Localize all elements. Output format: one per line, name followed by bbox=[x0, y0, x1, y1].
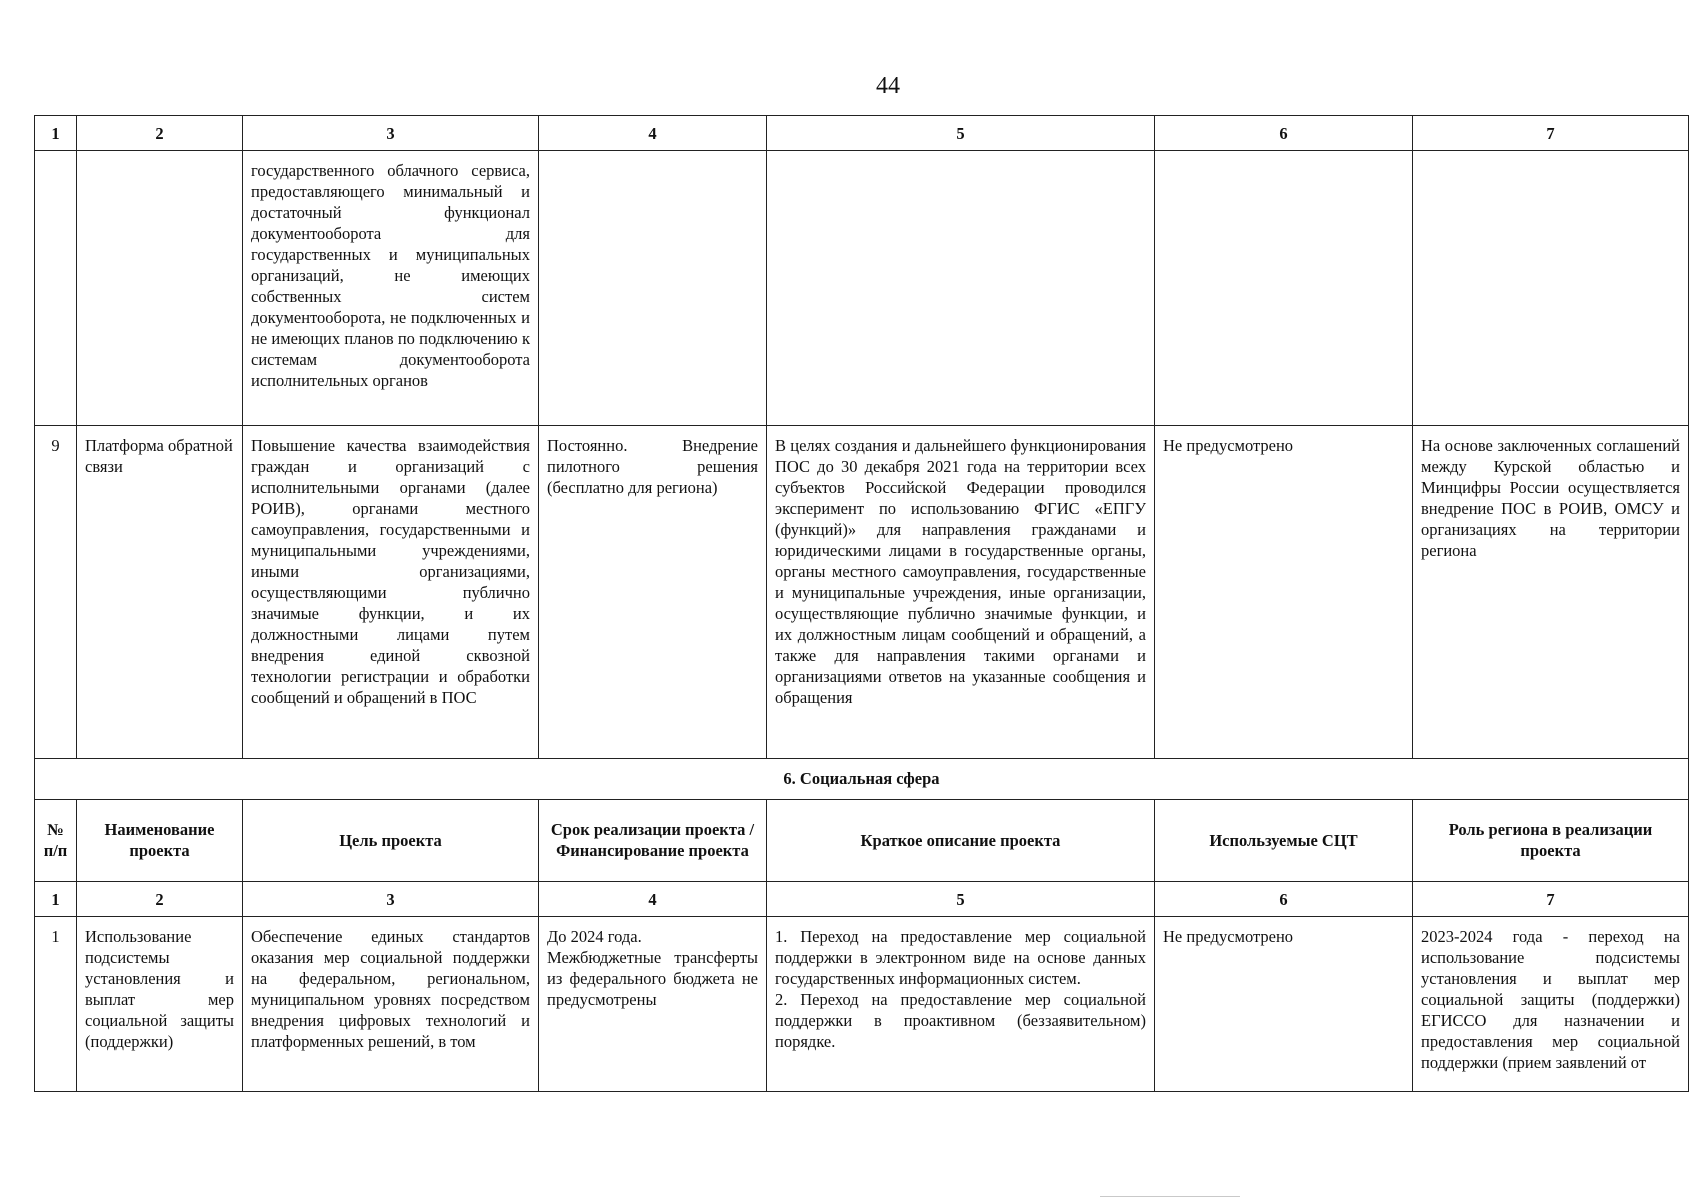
row-number: 1 bbox=[35, 917, 77, 1092]
column-number-2: 2 bbox=[77, 116, 243, 151]
project-description bbox=[767, 917, 1155, 1092]
project-description-item: 2. Переход на предоставление мер социальной поддержки в проактивном (беззаявительном) порядке. bbox=[775, 990, 1146, 1051]
page-number: 44 bbox=[876, 73, 900, 99]
project-description-item: 1. Переход на предоставление мер социальной поддержки в электронном виде на основе данных государственных информационных систем. bbox=[775, 927, 1146, 988]
table-row bbox=[35, 917, 1689, 1092]
column-number-row bbox=[35, 116, 1689, 151]
table-row bbox=[35, 151, 1689, 426]
project-goal: государственного облачного сервиса, предоставляющего минимальный и достаточный функционал документооборота для государственных и муниципальных организаций, не имеющих собственных систем документооборота, не подключенных и не имеющих планов по подключению к системам документооборота исполнительных органов bbox=[243, 151, 539, 426]
section-title: 6. Социальная сфера bbox=[35, 759, 1689, 800]
header-name: Наименование проекта bbox=[77, 800, 243, 882]
section-row bbox=[35, 759, 1689, 800]
project-goal: Повышение качества взаимодействия граждан и организаций с исполнительными органами (далее РОИВ), органами местного самоуправления, государственными и муниципальными учреждениями, иными организациями, осуществляющими публично значимые функции, и их должностными лицами путем внедрения единой сквозной технологии регистрации и обработки сообщений и обращений в ПОС bbox=[243, 426, 539, 759]
column-number-7: 7 bbox=[1413, 882, 1689, 917]
header-region-role: Роль региона в реализации проекта bbox=[1413, 800, 1689, 882]
column-number-row bbox=[35, 882, 1689, 917]
column-number-1: 1 bbox=[35, 116, 77, 151]
project-term: Постоянно. Внедрение пилотного решения (бесплатно для региона) bbox=[539, 426, 767, 759]
column-number-5: 5 bbox=[767, 116, 1155, 151]
project-description bbox=[767, 151, 1155, 426]
project-region-role: На основе заключенных соглашений между Курской областью и Минцифры России осуществляется внедрение ПОС в РОИВ, ОМСУ и организациях на территории региона bbox=[1413, 426, 1689, 759]
project-term bbox=[539, 151, 767, 426]
project-term-financing: Межбюджетные трансферты из федерального бюджета не предусмотрены bbox=[547, 948, 758, 1009]
project-region-role bbox=[1413, 151, 1689, 426]
project-name bbox=[77, 151, 243, 426]
project-goal: Обеспечение единых стандартов оказания мер социальной поддержки на федеральном, региональном, муниципальном уровнях посредством внедрения цифровых технологий и платформенных решений, в том bbox=[243, 917, 539, 1092]
project-name: Использование подсистемы установления и выплат мер социальной защиты (поддержки) bbox=[77, 917, 243, 1092]
column-number-3: 3 bbox=[243, 116, 539, 151]
header-no: № п/п bbox=[35, 800, 77, 882]
project-name: Платформа обратной связи bbox=[77, 426, 243, 759]
project-technologies bbox=[1155, 151, 1413, 426]
project-technologies: Не предусмотрено bbox=[1155, 426, 1413, 759]
project-region-role: 2023-2024 года - переход на использование подсистемы установления и выплат мер социальной защиты (поддержки) ЕГИССО для назначении и предоставления мер социальной поддержки (прием заявлений от bbox=[1413, 917, 1689, 1092]
table-row bbox=[35, 426, 1689, 759]
scan-artifact bbox=[1100, 1196, 1240, 1197]
column-number-4: 4 bbox=[539, 882, 767, 917]
header-term: Срок реализации проекта / Финансирование проекта bbox=[539, 800, 767, 882]
header-technologies: Используемые СЦТ bbox=[1155, 800, 1413, 882]
project-term bbox=[539, 917, 767, 1092]
column-number-3: 3 bbox=[243, 882, 539, 917]
column-number-6: 6 bbox=[1155, 116, 1413, 151]
column-number-6: 6 bbox=[1155, 882, 1413, 917]
project-description: В целях создания и дальнейшего функционирования ПОС до 30 декабря 2021 года на территории всех субъектов Российской Федерации проводился эксперимент по использованию ФГИС «ЕПГУ (функций)» для направления гражданами и юридическими лицами в государственные органы, органы местного самоуправления, государственные и муниципальные учреждения, иные организации, осуществляющие публично значимые функции, и их должностным лицам сообщений и обращений, а также для направления такими органами и организациями ответов на указанные сообщения и обращения bbox=[767, 426, 1155, 759]
header-row bbox=[35, 800, 1689, 882]
row-number bbox=[35, 151, 77, 426]
column-number-7: 7 bbox=[1413, 116, 1689, 151]
header-goal: Цель проекта bbox=[243, 800, 539, 882]
column-number-5: 5 bbox=[767, 882, 1155, 917]
column-number-4: 4 bbox=[539, 116, 767, 151]
project-technologies: Не предусмотрено bbox=[1155, 917, 1413, 1092]
column-number-2: 2 bbox=[77, 882, 243, 917]
projects-table bbox=[34, 115, 1689, 1092]
row-number: 9 bbox=[35, 426, 77, 759]
project-term-deadline: До 2024 года. bbox=[547, 927, 642, 946]
column-number-1: 1 bbox=[35, 882, 77, 917]
header-description: Краткое описание проекта bbox=[767, 800, 1155, 882]
